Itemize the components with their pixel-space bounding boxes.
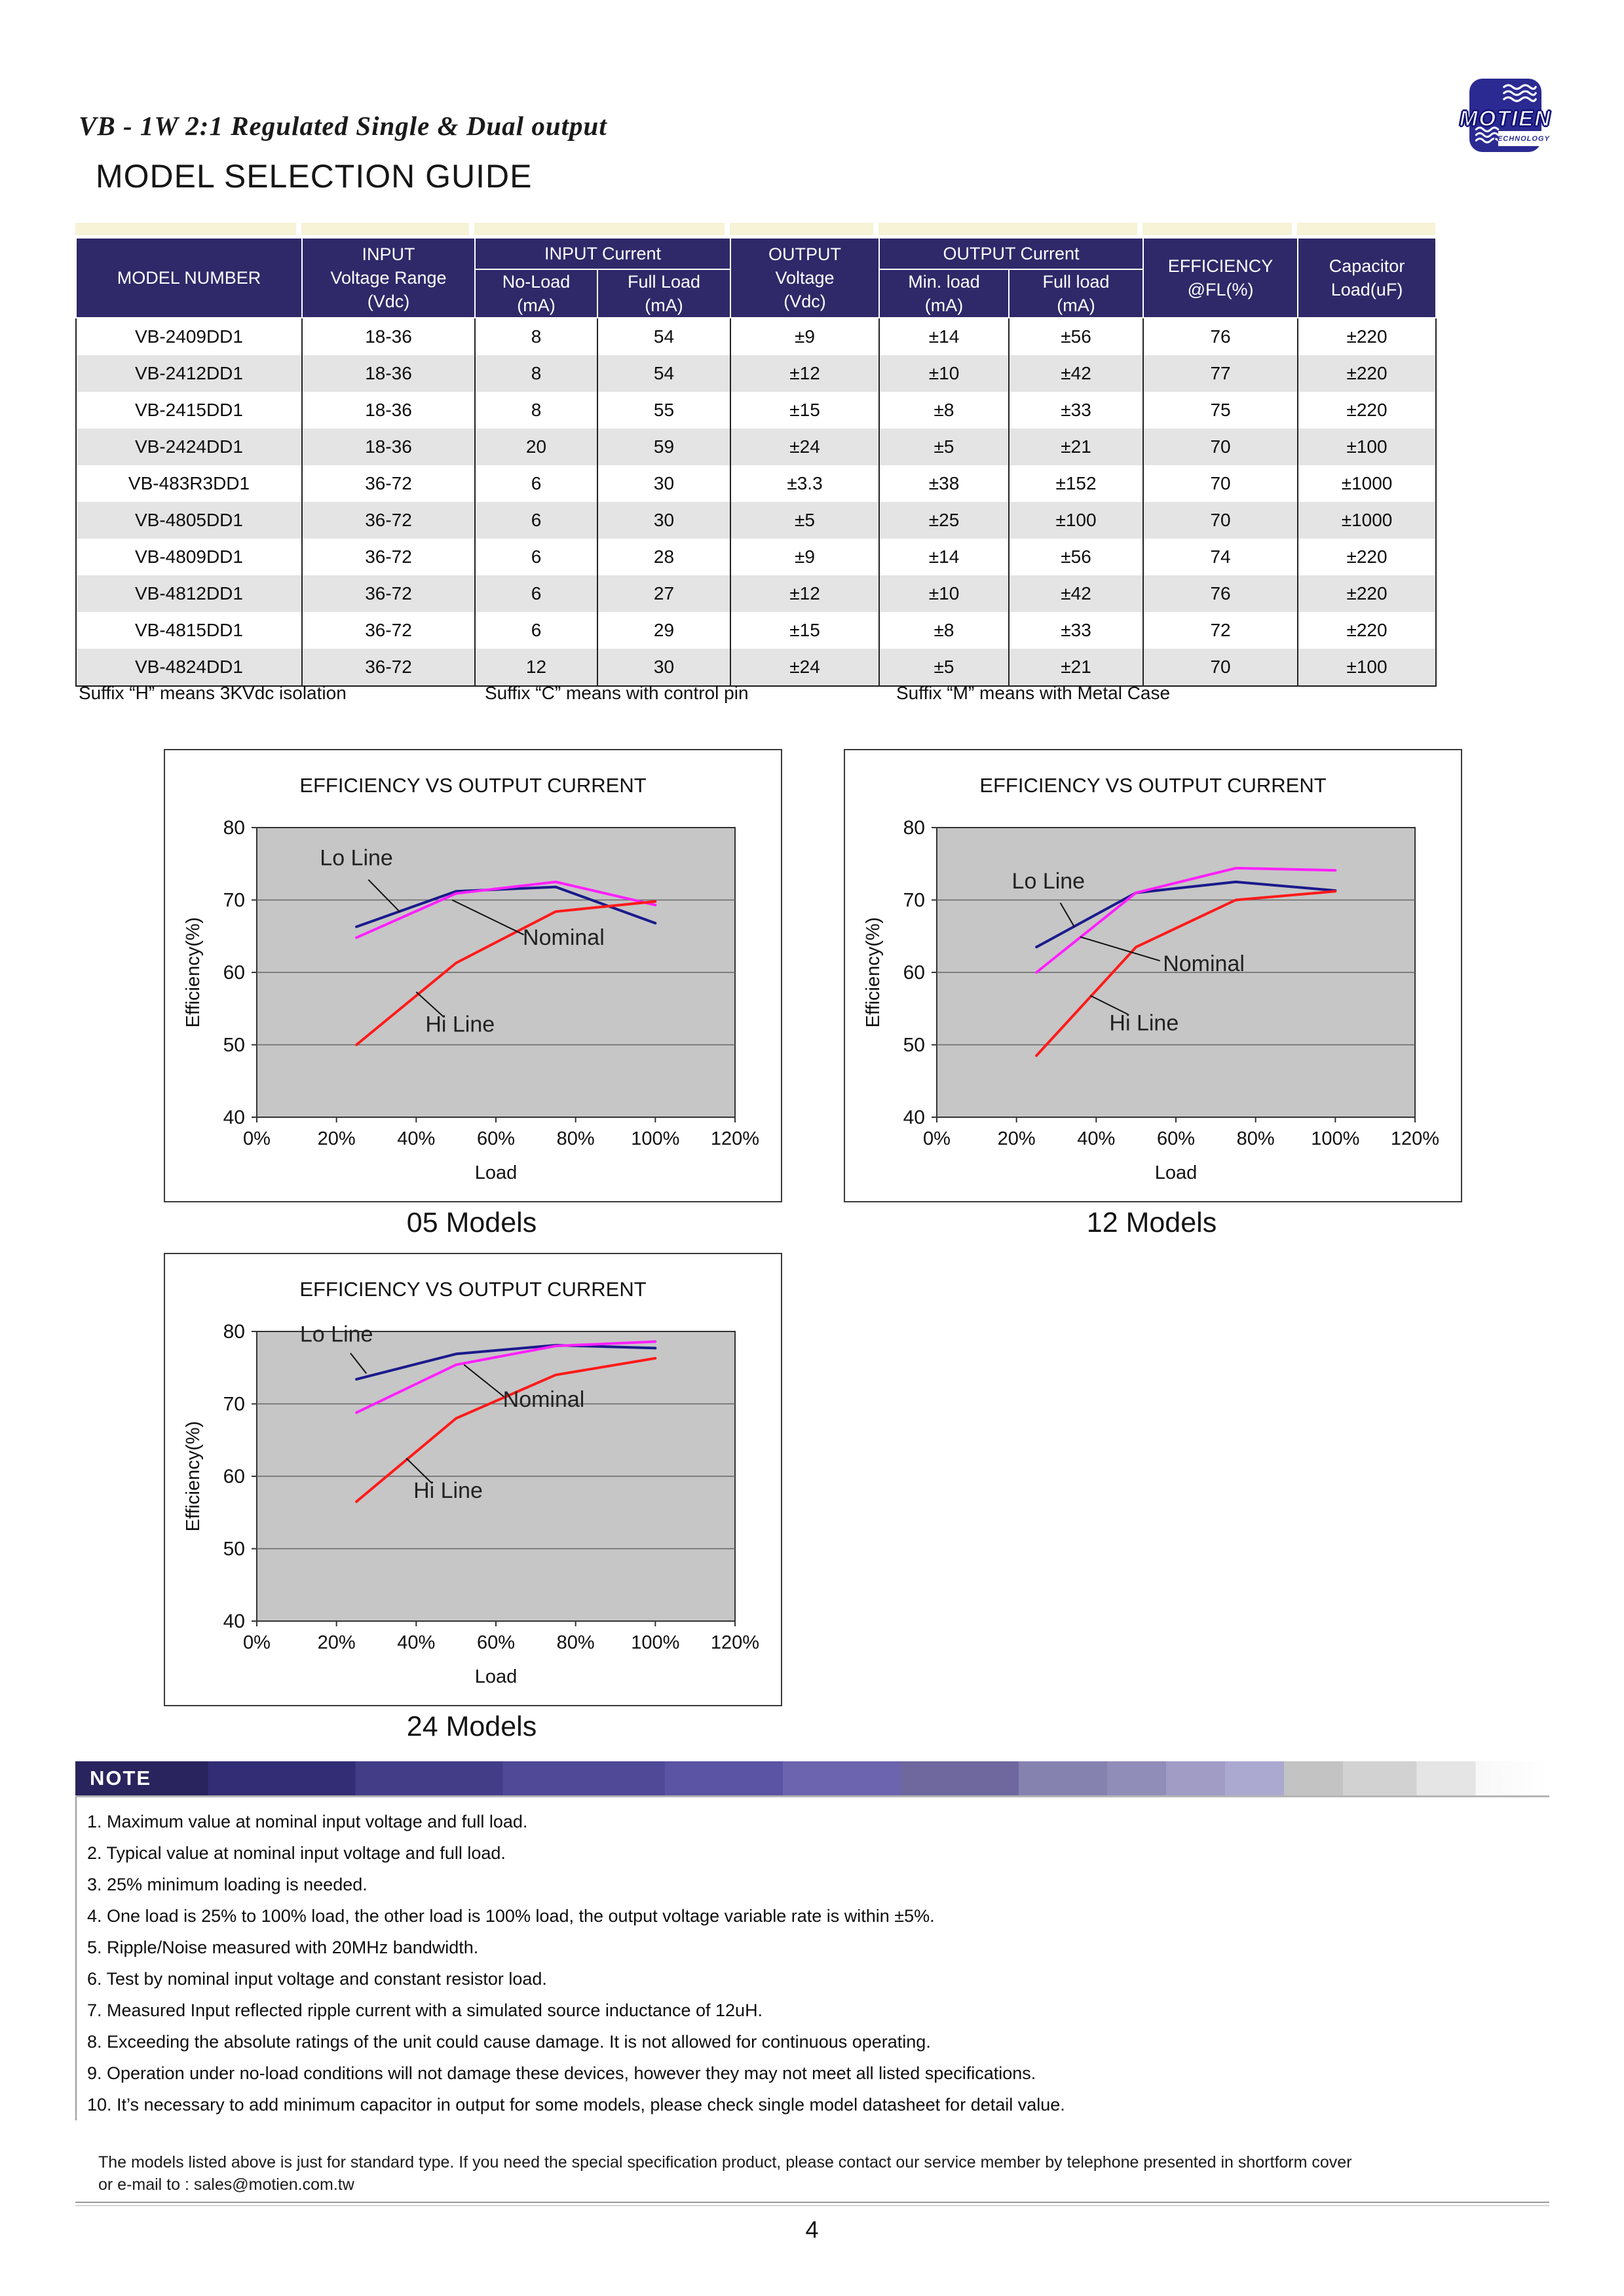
col-header-input-voltage-range: INPUT Voltage Range (Vdc) bbox=[302, 238, 475, 318]
table-cell: ±10 bbox=[879, 355, 1009, 392]
svg-text:Hi Line: Hi Line bbox=[425, 1012, 495, 1037]
table-cell: 36-72 bbox=[302, 502, 475, 539]
table-row bbox=[76, 429, 1436, 465]
table-row bbox=[76, 575, 1436, 612]
table-cell: ±5 bbox=[879, 429, 1009, 465]
table-cell: 70 bbox=[1143, 502, 1298, 539]
footer-line-2: or e-mail to : sales@motien.com.tw bbox=[98, 2175, 354, 2194]
table-row bbox=[76, 355, 1436, 392]
note-list bbox=[75, 1797, 1555, 2120]
table-cell: ±8 bbox=[879, 612, 1009, 649]
svg-text:40: 40 bbox=[223, 1611, 245, 1632]
table-cell: ±5 bbox=[879, 649, 1009, 686]
table-cell: ±21 bbox=[1009, 429, 1143, 465]
table-cell: 55 bbox=[597, 392, 730, 429]
table-cell: 8 bbox=[475, 355, 597, 392]
table-cell: 36-72 bbox=[302, 465, 475, 502]
svg-text:120%: 120% bbox=[710, 1632, 760, 1653]
footer-line-1: The models listed above is just for standard type. If you need the special specification product, please contact our service member by telephone presented in shortform cover bbox=[98, 2153, 1352, 2172]
svg-text:40: 40 bbox=[223, 1107, 245, 1128]
svg-text:50: 50 bbox=[223, 1034, 245, 1056]
note-header-bar bbox=[75, 1761, 1549, 1795]
note-item: 3. 25% minimum loading is needed. bbox=[87, 1875, 368, 1894]
table-cell: 76 bbox=[1143, 575, 1298, 612]
col-header-output-voltage: OUTPUT Voltage (Vdc) bbox=[730, 238, 879, 318]
suffix-note-c: Suffix “C” means with control pin bbox=[485, 683, 749, 703]
svg-text:120%: 120% bbox=[1390, 1128, 1440, 1149]
efficiency-chart-12-models bbox=[844, 749, 1462, 1202]
table-cell: 77 bbox=[1143, 355, 1298, 392]
table-cell: ±8 bbox=[879, 392, 1009, 429]
table-cell: 18-36 bbox=[302, 429, 475, 465]
table-cell: 54 bbox=[597, 355, 730, 392]
svg-text:60%: 60% bbox=[476, 1632, 516, 1653]
table-cell: 18-36 bbox=[302, 355, 475, 392]
note-item: 2. Typical value at nominal input voltage and full load. bbox=[87, 1843, 506, 1863]
table-cell: VB-4824DD1 bbox=[76, 649, 302, 686]
table-cell: ±33 bbox=[1009, 612, 1143, 649]
suffix-note-m: Suffix “M” means with Metal Case bbox=[896, 683, 1171, 703]
col-header-model-number: MODEL NUMBER bbox=[76, 238, 302, 318]
table-cell: 27 bbox=[597, 575, 730, 612]
table-row bbox=[76, 318, 1436, 355]
table-cell: ±152 bbox=[1009, 465, 1143, 502]
table-cell: ±12 bbox=[730, 355, 879, 392]
table-cell: ±33 bbox=[1009, 392, 1143, 429]
table-cell: ±56 bbox=[1009, 539, 1143, 575]
note-item: 6. Test by nominal input voltage and constant resistor load. bbox=[87, 1969, 547, 1989]
table-cell: ±42 bbox=[1009, 575, 1143, 612]
table-cell: ±1000 bbox=[1298, 465, 1436, 502]
table-cell: 54 bbox=[597, 318, 730, 355]
table-accent-strip bbox=[1297, 223, 1435, 235]
table-cell: 36-72 bbox=[302, 539, 475, 575]
model-selection-table bbox=[75, 237, 1437, 687]
note-item: 9. Operation under no-load conditions will not damage these devices, however they may not meet all listed specifications. bbox=[87, 2063, 1036, 2083]
note-item: 5. Ripple/Noise measured with 20MHz bandwidth. bbox=[87, 1938, 479, 1957]
svg-text:Lo Line: Lo Line bbox=[1011, 868, 1086, 894]
footer-divider bbox=[75, 2202, 1549, 2203]
group-header-output-current: OUTPUT Current bbox=[879, 238, 1143, 269]
table-cell: 76 bbox=[1143, 318, 1298, 355]
svg-text:80%: 80% bbox=[556, 1632, 595, 1653]
table-cell: 70 bbox=[1143, 649, 1298, 686]
table-cell: ±24 bbox=[730, 649, 879, 686]
note-item: 10. It’s necessary to add minimum capacitor in output for some models, please check single model datasheet for detail value. bbox=[87, 2095, 1065, 2114]
table-accent-strip bbox=[75, 223, 296, 235]
table-cell: ±15 bbox=[730, 612, 879, 649]
table-cell: ±15 bbox=[730, 392, 879, 429]
svg-text:EFFICIENCY VS OUTPUT CURRENT: EFFICIENCY VS OUTPUT CURRENT bbox=[299, 774, 647, 797]
table-cell: ±100 bbox=[1298, 649, 1436, 686]
table-cell: 36-72 bbox=[302, 612, 475, 649]
table-cell: 6 bbox=[475, 612, 597, 649]
svg-text:Nominal: Nominal bbox=[523, 925, 605, 951]
suffix-note-h: Suffix “H” means 3KVdc isolation bbox=[79, 683, 347, 703]
svg-text:Load: Load bbox=[474, 1666, 518, 1687]
table-cell: ±9 bbox=[730, 318, 879, 355]
logo-technology-label: TECHNOLOGY bbox=[1498, 131, 1544, 146]
svg-text:60: 60 bbox=[223, 1466, 245, 1487]
table-cell: ±220 bbox=[1298, 539, 1436, 575]
table-cell: ±220 bbox=[1298, 318, 1436, 355]
motien-logo bbox=[1459, 79, 1552, 152]
svg-text:40%: 40% bbox=[397, 1632, 436, 1653]
svg-text:Load: Load bbox=[1154, 1162, 1198, 1183]
table-row bbox=[76, 612, 1436, 649]
table-cell: ±24 bbox=[730, 429, 879, 465]
table-cell: ±10 bbox=[879, 575, 1009, 612]
table-cell: ±220 bbox=[1298, 612, 1436, 649]
svg-text:0%: 0% bbox=[243, 1128, 271, 1149]
efficiency-chart-05-models bbox=[164, 749, 782, 1202]
table-cell: ±21 bbox=[1009, 649, 1143, 686]
svg-text:Hi Line: Hi Line bbox=[1109, 1010, 1179, 1036]
svg-text:EFFICIENCY VS OUTPUT CURRENT: EFFICIENCY VS OUTPUT CURRENT bbox=[979, 774, 1327, 797]
table-cell: 30 bbox=[597, 465, 730, 502]
table-cell: 29 bbox=[597, 612, 730, 649]
col-header-min-load: Min. load (mA) bbox=[879, 269, 1009, 318]
svg-text:EFFICIENCY VS OUTPUT CURRENT: EFFICIENCY VS OUTPUT CURRENT bbox=[299, 1278, 647, 1301]
svg-text:20%: 20% bbox=[997, 1128, 1036, 1149]
col-header-efficiency: EFFICIENCY @FL(%) bbox=[1143, 238, 1298, 318]
table-cell: 30 bbox=[597, 502, 730, 539]
footer-text bbox=[98, 2151, 1559, 2196]
svg-text:60: 60 bbox=[903, 962, 925, 984]
svg-text:Hi Line: Hi Line bbox=[413, 1478, 483, 1504]
table-cell: ±56 bbox=[1009, 318, 1143, 355]
table-cell: ±25 bbox=[879, 502, 1009, 539]
svg-text:70: 70 bbox=[223, 889, 245, 911]
svg-text:Load: Load bbox=[474, 1162, 518, 1183]
svg-text:100%: 100% bbox=[631, 1632, 680, 1653]
svg-text:50: 50 bbox=[903, 1034, 925, 1056]
svg-text:80%: 80% bbox=[1236, 1128, 1275, 1149]
table-cell: ±14 bbox=[879, 318, 1009, 355]
page-number: 4 bbox=[805, 2216, 819, 2243]
chart-caption-05-models: 05 Models bbox=[406, 1207, 537, 1238]
table-cell: 6 bbox=[475, 502, 597, 539]
col-header-full-load-output: Full load (mA) bbox=[1009, 269, 1143, 318]
table-accent-strip bbox=[474, 223, 725, 235]
table-cell: 72 bbox=[1143, 612, 1298, 649]
table-cell: 59 bbox=[597, 429, 730, 465]
svg-text:60: 60 bbox=[223, 962, 245, 984]
table-row bbox=[76, 649, 1436, 686]
table-cell: 18-36 bbox=[302, 392, 475, 429]
table-cell: ±5 bbox=[730, 502, 879, 539]
table-cell: 6 bbox=[475, 539, 597, 575]
table-cell: VB-4805DD1 bbox=[76, 502, 302, 539]
table-cell: ±220 bbox=[1298, 355, 1436, 392]
logo-brand-text: MOTIEN bbox=[1459, 106, 1552, 130]
table-cell: 36-72 bbox=[302, 575, 475, 612]
table-cell: VB-2424DD1 bbox=[76, 429, 302, 465]
svg-text:Lo Line: Lo Line bbox=[299, 1322, 373, 1347]
svg-text:100%: 100% bbox=[1311, 1128, 1360, 1149]
table-cell: 6 bbox=[475, 575, 597, 612]
svg-text:60%: 60% bbox=[476, 1128, 516, 1149]
note-item: 1. Maximum value at nominal input voltage and full load. bbox=[87, 1812, 528, 1831]
svg-text:80: 80 bbox=[223, 1321, 245, 1343]
svg-text:40%: 40% bbox=[1077, 1128, 1116, 1149]
svg-text:70: 70 bbox=[903, 889, 925, 911]
table-cell: ±42 bbox=[1009, 355, 1143, 392]
note-item: 8. Exceeding the absolute ratings of the unit could cause damage. It is not allowed for continuous operating. bbox=[87, 2032, 931, 2052]
table-cell: 30 bbox=[597, 649, 730, 686]
svg-text:Efficiency(%): Efficiency(%) bbox=[183, 917, 204, 1028]
svg-text:120%: 120% bbox=[710, 1128, 760, 1149]
table-cell: ±12 bbox=[730, 575, 879, 612]
efficiency-chart-24-models bbox=[164, 1253, 782, 1706]
wave-lines-icon bbox=[1502, 83, 1538, 104]
svg-text:40: 40 bbox=[903, 1107, 925, 1128]
svg-text:20%: 20% bbox=[317, 1128, 356, 1149]
svg-text:Efficiency(%): Efficiency(%) bbox=[183, 1421, 204, 1532]
table-accent-strip bbox=[878, 223, 1137, 235]
table-row bbox=[76, 502, 1436, 539]
col-header-no-load: No-Load (mA) bbox=[475, 269, 597, 318]
table-cell: VB-4809DD1 bbox=[76, 539, 302, 575]
table-cell: VB-4812DD1 bbox=[76, 575, 302, 612]
group-header-input-current: INPUT Current bbox=[475, 238, 730, 269]
table-cell: 70 bbox=[1143, 465, 1298, 502]
table-cell: 75 bbox=[1143, 392, 1298, 429]
table-cell: 70 bbox=[1143, 429, 1298, 465]
table-cell: VB-2415DD1 bbox=[76, 392, 302, 429]
note-item: 7. Measured Input reflected ripple current with a simulated source inductance of 12uH. bbox=[87, 2000, 763, 2020]
table-cell: 8 bbox=[475, 318, 597, 355]
table-cell: ±3.3 bbox=[730, 465, 879, 502]
table-cell: 20 bbox=[475, 429, 597, 465]
svg-text:Nominal: Nominal bbox=[1163, 951, 1245, 976]
table-cell: ±9 bbox=[730, 539, 879, 575]
svg-text:80%: 80% bbox=[556, 1128, 595, 1149]
table-row bbox=[76, 539, 1436, 575]
svg-text:0%: 0% bbox=[923, 1128, 951, 1149]
svg-text:100%: 100% bbox=[631, 1128, 680, 1149]
table-cell: ±220 bbox=[1298, 392, 1436, 429]
table-accent-strip bbox=[1142, 223, 1292, 235]
table-cell: ±14 bbox=[879, 539, 1009, 575]
svg-text:80: 80 bbox=[223, 817, 245, 839]
table-cell: VB-2412DD1 bbox=[76, 355, 302, 392]
svg-text:Efficiency(%): Efficiency(%) bbox=[863, 917, 884, 1028]
svg-text:Nominal: Nominal bbox=[502, 1387, 585, 1412]
table-cell: VB-483R3DD1 bbox=[76, 465, 302, 502]
table-cell: 74 bbox=[1143, 539, 1298, 575]
table-cell: VB-2409DD1 bbox=[76, 318, 302, 355]
chart-caption-24-models: 24 Models bbox=[406, 1711, 537, 1742]
svg-text:50: 50 bbox=[223, 1538, 245, 1560]
table-cell: 36-72 bbox=[302, 649, 475, 686]
table-cell: ±38 bbox=[879, 465, 1009, 502]
doc-title: VB - 1W 2:1 Regulated Single & Dual output bbox=[79, 111, 607, 141]
note-item: 4. One load is 25% to 100% load, the other load is 100% load, the output voltage variable rate is within ±5%. bbox=[87, 1906, 935, 1926]
table-cell: 18-36 bbox=[302, 318, 475, 355]
table-cell: ±100 bbox=[1298, 429, 1436, 465]
section-title: MODEL SELECTION GUIDE bbox=[96, 158, 533, 195]
table-cell: VB-4815DD1 bbox=[76, 612, 302, 649]
svg-text:20%: 20% bbox=[317, 1632, 356, 1653]
table-cell: 6 bbox=[475, 465, 597, 502]
table-cell: ±100 bbox=[1009, 502, 1143, 539]
svg-text:0%: 0% bbox=[243, 1632, 271, 1653]
svg-text:70: 70 bbox=[223, 1393, 245, 1415]
note-title: NOTE bbox=[90, 1767, 152, 1789]
table-row bbox=[76, 392, 1436, 429]
svg-text:Lo Line: Lo Line bbox=[320, 845, 393, 871]
table-accent-strip bbox=[301, 223, 469, 235]
table-cell: 28 bbox=[597, 539, 730, 575]
table-cell: 12 bbox=[475, 649, 597, 686]
col-header-full-load-input: Full Load (mA) bbox=[597, 269, 730, 318]
table-cell: 8 bbox=[475, 392, 597, 429]
svg-text:40%: 40% bbox=[397, 1128, 436, 1149]
table-cell: ±1000 bbox=[1298, 502, 1436, 539]
table-cell: ±220 bbox=[1298, 575, 1436, 612]
table-row bbox=[76, 465, 1436, 502]
chart-caption-12-models: 12 Models bbox=[1086, 1207, 1217, 1238]
svg-text:80: 80 bbox=[903, 817, 925, 839]
svg-text:60%: 60% bbox=[1156, 1128, 1196, 1149]
table-accent-strip bbox=[730, 223, 873, 235]
col-header-capacitor-load: Capacitor Load(uF) bbox=[1298, 238, 1436, 318]
